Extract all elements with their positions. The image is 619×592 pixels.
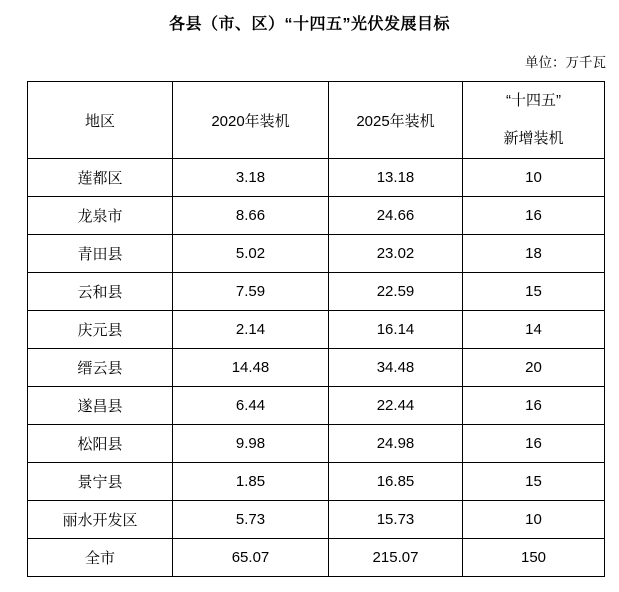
header-new-installed-line1: “十四五” xyxy=(506,92,561,109)
installed-2020-cell: 5.02 xyxy=(173,235,329,273)
installed-2025-cell: 24.66 xyxy=(329,197,463,235)
region-cell: 龙泉市 xyxy=(28,197,173,235)
header-new-installed-line2: 新增装机 xyxy=(503,130,564,147)
installed-2025-cell: 215.07 xyxy=(329,539,463,577)
region-cell: 庆元县 xyxy=(28,311,173,349)
installed-2020-cell: 7.59 xyxy=(173,273,329,311)
table-row xyxy=(28,159,605,197)
region-cell: 景宁县 xyxy=(28,463,173,501)
installed-2020-cell: 65.07 xyxy=(173,539,329,577)
table-row xyxy=(28,501,605,539)
region-cell: 青田县 xyxy=(28,235,173,273)
installed-2020-cell: 5.73 xyxy=(173,501,329,539)
region-cell: 松阳县 xyxy=(28,425,173,463)
new-installed-cell: 20 xyxy=(463,349,605,387)
new-installed-cell: 10 xyxy=(463,501,605,539)
unit-label: 单位：万千瓦 xyxy=(525,55,606,70)
installed-2020-cell: 2.14 xyxy=(173,311,329,349)
region-cell: 莲都区 xyxy=(28,159,173,197)
table-row xyxy=(28,425,605,463)
table-row-total xyxy=(28,539,605,577)
installed-2025-cell: 15.73 xyxy=(329,501,463,539)
table-row xyxy=(28,311,605,349)
table-row xyxy=(28,349,605,387)
pv-targets-table xyxy=(27,81,605,577)
new-installed-cell: 14 xyxy=(463,311,605,349)
new-installed-cell: 15 xyxy=(463,463,605,501)
installed-2025-cell: 16.14 xyxy=(329,311,463,349)
installed-2020-cell: 14.48 xyxy=(173,349,329,387)
installed-2020-cell: 9.98 xyxy=(173,425,329,463)
new-installed-cell: 16 xyxy=(463,197,605,235)
new-installed-cell: 16 xyxy=(463,425,605,463)
installed-2020-cell: 3.18 xyxy=(173,159,329,197)
installed-2025-cell: 22.59 xyxy=(329,273,463,311)
installed-2020-cell: 8.66 xyxy=(173,197,329,235)
table-header-row xyxy=(28,82,605,159)
table-row xyxy=(28,197,605,235)
region-cell: 云和县 xyxy=(28,273,173,311)
page-title: 各县（市、区）“十四五”光伏发展目标 xyxy=(168,16,450,33)
table-row xyxy=(28,235,605,273)
region-cell: 全市 xyxy=(28,539,173,577)
new-installed-cell: 150 xyxy=(463,539,605,577)
table-row xyxy=(28,463,605,501)
installed-2020-cell: 6.44 xyxy=(173,387,329,425)
new-installed-cell: 18 xyxy=(463,235,605,273)
table-row xyxy=(28,273,605,311)
new-installed-cell: 16 xyxy=(463,387,605,425)
new-installed-cell: 15 xyxy=(463,273,605,311)
region-cell: 缙云县 xyxy=(28,349,173,387)
installed-2025-cell: 13.18 xyxy=(329,159,463,197)
installed-2025-cell: 24.98 xyxy=(329,425,463,463)
installed-2020-cell: 1.85 xyxy=(173,463,329,501)
header-installed-2025: 2025年装机 xyxy=(329,82,463,159)
new-installed-cell: 10 xyxy=(463,159,605,197)
header-region: 地区 xyxy=(28,82,173,159)
region-cell: 丽水开发区 xyxy=(28,501,173,539)
installed-2025-cell: 23.02 xyxy=(329,235,463,273)
region-cell: 遂昌县 xyxy=(28,387,173,425)
installed-2025-cell: 22.44 xyxy=(329,387,463,425)
installed-2025-cell: 16.85 xyxy=(329,463,463,501)
header-installed-2020: 2020年装机 xyxy=(173,82,329,159)
header-new-installed xyxy=(463,82,605,159)
table-row xyxy=(28,387,605,425)
installed-2025-cell: 34.48 xyxy=(329,349,463,387)
